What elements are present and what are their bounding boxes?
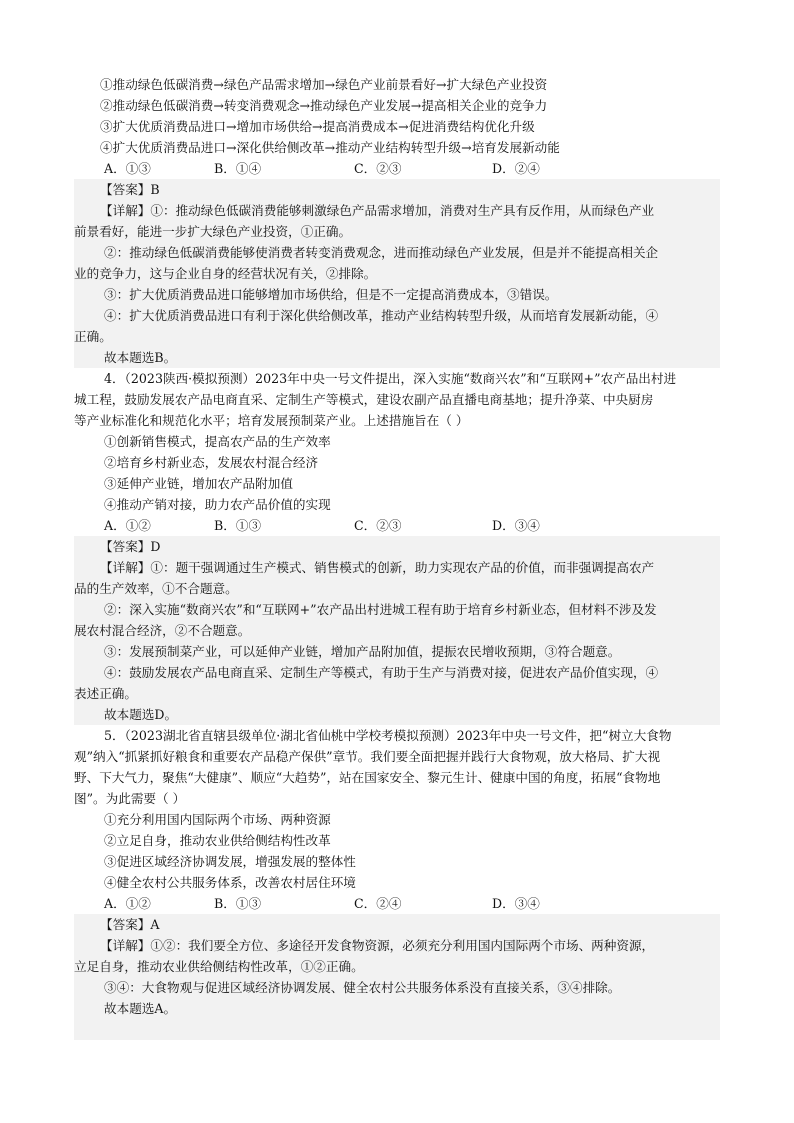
option-a: A．①③ (104, 161, 151, 176)
q5-detail-line: 立足自身，推动农业供给侧结构性改革，①②正确。 (74, 956, 720, 977)
q5-stem-line: 观”纳入“抓紧抓好粮食和重要农产品稳产保供”章节。我们要全面把握并践行大食物观，放大格局、扩大视 (74, 749, 661, 764)
shaded-trailing-space (74, 1019, 720, 1040)
q4-item: ①创新销售模式，提高农产品的生产效率 (104, 434, 331, 449)
q4-detail-line: ③：发展预制菜产业，可以延伸产业链，增加产品附加值，提振农民增收预期，③符合题意。 (74, 641, 720, 662)
q4-item: ③延伸产业链，增加农产品附加值 (104, 476, 293, 491)
q4-answer: 【答案】D (74, 536, 720, 557)
q4-detail-line: ④：鼓励发展农产品电商直采、定制生产等模式，有助于生产与消费对接，促进农产品价值实现，④ (74, 662, 720, 683)
q4-detail-line: 故本题选D。 (74, 704, 720, 725)
document-page (74, 74, 720, 1040)
q5-answer: 【答案】A (74, 914, 720, 935)
option-a: A．①② (104, 518, 151, 533)
option-d: D．③④ (492, 896, 540, 911)
option-d: D．③④ (492, 518, 540, 533)
option-a: A．①② (104, 896, 151, 911)
q3-item: ②推动绿色低碳消费→转变消费观念→推动绿色产业发展→提高相关企业的竞争力 (100, 98, 548, 113)
q3-detail-line: 故本题选B。 (74, 347, 720, 368)
q4-detail-line: ②：深入实施“数商兴农”和“互联网+”农产品出村进城工程有助于培育乡村新业态，但材料不涉及发 (74, 599, 720, 620)
q4-options (74, 515, 720, 536)
q5-item: ①充分利用国内国际两个市场、两种资源 (104, 812, 331, 827)
q5-stem-line: 5．（2023湖北省直辖县级单位·湖北省仙桃中学校考模拟预测）2023年中央一号文件，把“树立大食物 (104, 728, 672, 743)
option-c: C．②③ (354, 518, 402, 533)
q5-detail-line: 【详解】①②：我们要全方位、多途径开发食物资源，必须充分利用国内国际两个市场、两种资源， (74, 935, 720, 956)
q5-stem-line: 野、下大气力，聚焦“大健康”、顺应“大趋势”，站在国家安全、黎元生计、健康中国的角度，拓展“食物地 (74, 770, 661, 785)
q3-detail-line: ②：推动绿色低碳消费能够使消费者转变消费观念，进而推动绿色产业发展，但是并不能提高相关企 (74, 242, 720, 263)
option-c: C．②④ (354, 896, 402, 911)
q4-stem-line: 4．（2023陕西·模拟预测）2023年中央一号文件提出，深入实施“数商兴农”和“互联网+”农产品出村进 (104, 371, 677, 386)
q5-detail-line: ③④：大食物观与促进区域经济协调发展、健全农村公共服务体系没有直接关系，③④排除。 (74, 977, 720, 998)
q3-item: ③扩大优质消费品进口→增加市场供给→提高消费成本→促进消费结构优化升级 (100, 119, 535, 134)
q5-stem-line: 图”。为此需要（ ） (74, 791, 186, 806)
option-b: B．①③ (214, 896, 262, 911)
option-d: D．②④ (492, 161, 540, 176)
q3-detail-line: 前景看好，能进一步扩大绿色产业投资，①正确。 (74, 221, 720, 242)
option-b: B．①④ (214, 161, 262, 176)
q4-detail-line: 表述正确。 (74, 683, 720, 704)
q5-item: ②立足自身，推动农业供给侧结构性改革 (104, 833, 331, 848)
q3-detail-line: 业的竞争力，这与企业自身的经营状况有关，②排除。 (74, 263, 720, 284)
option-b: B．①③ (214, 518, 262, 533)
q5-detail-line: 故本题选A。 (74, 998, 720, 1019)
q3-detail-line: 【详解】①：推动绿色低碳消费能够刺激绿色产品需求增加，消费对生产具有反作用，从而绿色产业 (74, 200, 720, 221)
option-c: C．②③ (354, 161, 402, 176)
q4-detail-line: 展农村混合经济，②不合题意。 (74, 620, 720, 641)
q4-detail-line: 品的生产效率，①不合题意。 (74, 578, 720, 599)
q4-stem-line: 等产业标准化和规范化水平；培育发展预制菜产业。上述措施旨在（ ） (74, 413, 469, 428)
q5-options (74, 893, 720, 914)
q3-answer: 【答案】B (74, 179, 720, 200)
q3-detail-line: 正确。 (74, 326, 720, 347)
q5-item: ④健全农村公共服务体系，改善农村居住环境 (104, 875, 356, 890)
q3-detail-line: ③：扩大优质消费品进口能够增加市场供给，但是不一定提高消费成本，③错误。 (74, 284, 720, 305)
q4-stem-line: 城工程，鼓励发展农产品电商直采、定制生产等模式，建设农副产品直播电商基地；提升净菜、中央厨房 (74, 392, 654, 407)
q3-detail-line: ④：扩大优质消费品进口有利于深化供给侧改革，推动产业结构转型升级，从而培育发展新动能，④ (74, 305, 720, 326)
q4-item: ②培育乡村新业态，发展农村混合经济 (104, 455, 319, 470)
q4-item: ④推动产销对接，助力农产品价值的实现 (104, 497, 331, 512)
q3-item: ①推动绿色低碳消费→绿色产品需求增加→绿色产业前景看好→扩大绿色产业投资 (100, 77, 548, 92)
q3-item: ④扩大优质消费品进口→深化供给侧改革→推动产业结构转型升级→培育发展新动能 (100, 140, 560, 155)
q3-options (74, 158, 720, 179)
q5-item: ③促进区域经济协调发展，增强发展的整体性 (104, 854, 356, 869)
q4-detail-line: 【详解】①：题干强调通过生产模式、销售模式的创新，助力实现农产品的价值，而非强调提高农产 (74, 557, 720, 578)
